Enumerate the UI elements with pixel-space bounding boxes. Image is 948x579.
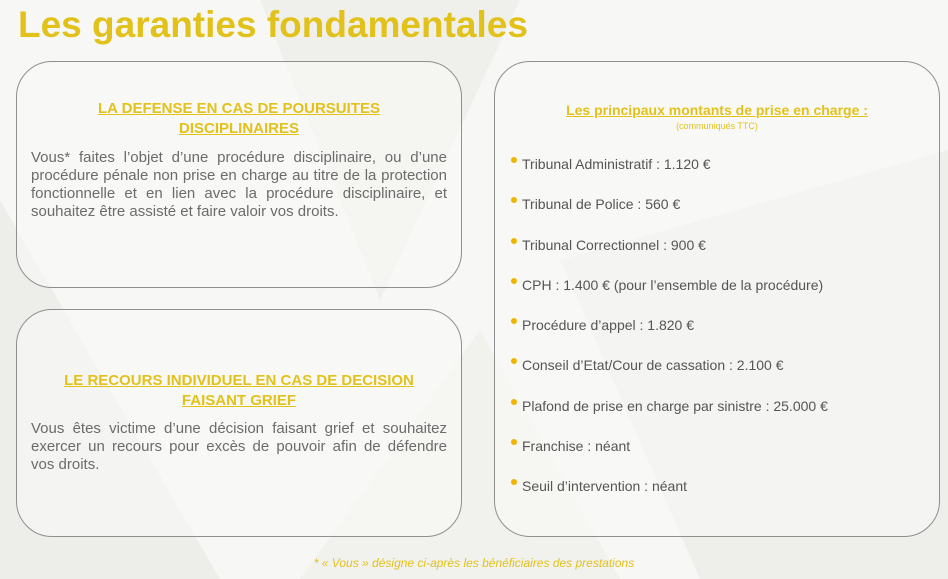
list-item-text: CPH : 1.400 € (pour l’ensemble de la procédure) — [522, 276, 824, 293]
individual-appeal-heading — [17, 371, 461, 411]
list-item — [509, 355, 828, 395]
list-item — [509, 396, 828, 436]
list-item — [509, 315, 828, 355]
individual-appeal-panel — [16, 309, 462, 537]
list-item-text: Tribunal de Police : 560 € — [522, 196, 681, 213]
bullet-icon — [511, 278, 517, 284]
bullet-icon — [511, 358, 517, 364]
list-item-text: Tribunal Administratif : 1.120 € — [522, 156, 711, 172]
discipline-heading-line1: LA DEFENSE EN CAS DE POURSUITES — [98, 100, 380, 117]
list-item-text: Procédure d’appel : 1.820 € — [522, 317, 695, 334]
amounts-note: (communiqués TTC) — [676, 121, 758, 131]
bullet-icon — [511, 399, 517, 405]
list-item — [509, 275, 828, 315]
appeal-heading-line1: LE RECOURS INDIVIDUEL EN CAS DE DECISION — [64, 372, 414, 389]
page-title: Les garanties fondamentales — [18, 4, 528, 45]
bullet-icon — [511, 318, 517, 324]
list-item — [509, 235, 828, 275]
amounts-list — [509, 154, 828, 517]
footnote: * « Vous » désigne ci-après les bénéficiaires des prestations — [313, 556, 635, 570]
individual-appeal-text: Vous êtes victime d’une décision faisant grief et souhaitez exercer un recours pour excès de pouvoir afin de défendre vos droits. — [31, 420, 447, 473]
discipline-defense-heading — [17, 99, 461, 139]
list-item-text: Conseil d’Etat/Cour de cassation : 2.100 € — [522, 357, 784, 374]
bullet-icon — [511, 439, 517, 445]
list-item-text: Franchise : néant — [522, 438, 631, 455]
amounts-panel — [494, 61, 940, 537]
list-item-text: Seuil d’intervention : néant — [522, 478, 687, 495]
bullet-icon — [511, 238, 517, 244]
discipline-defense-text: Vous* faites l’objet d’une procédure disciplinaire, ou d’une procédure pénale non prise en charge au titre de la protection fonctionnelle et en lien avec la procédure disciplinaire, et souhaitez être assisté et faire valoir vos droits. — [31, 149, 447, 220]
list-item-text: Plafond de prise en charge par sinistre : 25.000 € — [522, 397, 828, 414]
bullet-icon — [511, 479, 517, 485]
list-item — [509, 154, 828, 194]
discipline-defense-panel — [16, 61, 462, 288]
list-item-text: Tribunal Correctionnel : 900 € — [522, 236, 706, 253]
appeal-heading-line2: FAISANT GRIEF — [181, 392, 297, 409]
list-item — [509, 194, 828, 234]
bullet-icon — [511, 157, 517, 163]
list-item — [509, 476, 828, 516]
bullet-icon — [511, 197, 517, 203]
amounts-heading: Les principaux montants de prise en charge : — [566, 102, 868, 118]
list-item — [509, 436, 828, 476]
discipline-heading-line2: DISCIPLINAIRES — [178, 120, 299, 137]
